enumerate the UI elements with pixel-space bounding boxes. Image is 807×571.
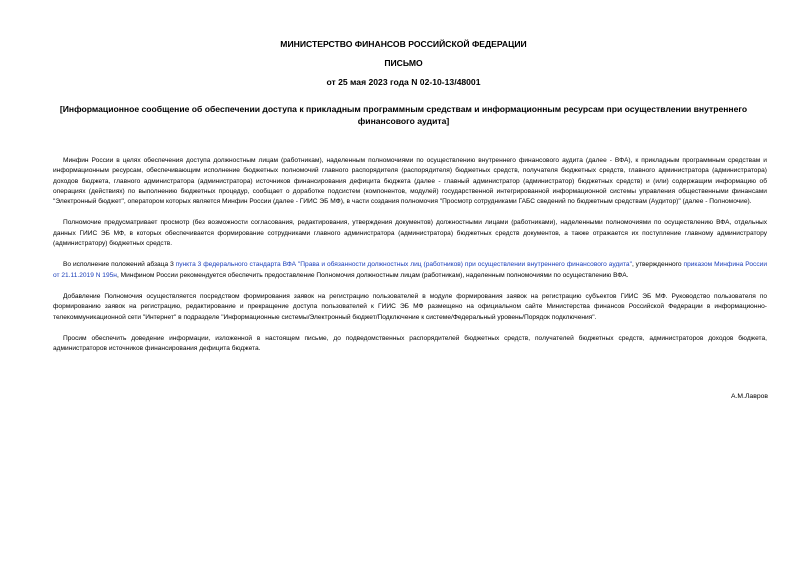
ministry-heading: МИНИСТЕРСТВО ФИНАНСОВ РОССИЙСКОЙ ФЕДЕРАЦИИ (280, 39, 527, 49)
paragraph-3 (53, 260, 767, 281)
document-title: [Информационное сообщение об обеспечении доступа к прикладным программным средствам и информационным ресурсам при осуществлении внутреннего финансового аудита] (59, 104, 748, 126)
paragraph-2: Полномочие предусматривает просмотр (без возможности согласования, редактирования, утверждения документов) должностными лицами (работниками), наделенными полномочиями по осуществлению ВФА, отдельных данных ГИИС ЭБ МФ, в которых обеспечивается формирование сотрудниками главного администратора (администратора) бюджетных средств документов, а также отражается их поступление главному администратору (администратору) бюджетных средств. (53, 219, 767, 248)
federal-standard-link[interactable]: пункта 3 федерального стандарта ВФА "Права и обязанности должностных лиц (работников) при осуществлении внутреннего финансового аудита" (175, 261, 632, 269)
document-date-number: от 25 мая 2023 года N 02-10-13/48001 (326, 77, 481, 87)
paragraph-4: Добавление Полномочия осуществляется посредством формирования заявок на регистрацию пользователей в модуле формирования заявок на регистрацию субъектов ГИИС ЭБ МФ. Руководство пользователя по формированию заявок на регистрацию, редактирование и прекращение доступа пользователей к ГИИС ЭБ МФ размещено на официальном сайте Министерства финансов Российской Федерации в информационно-телекоммуникационной сети "Интернет" в подразделе "Информационные системы/Электронный бюджет/Подключение к системе/Федеральный уровень/Порядок подключения". (53, 292, 767, 321)
document-type: ПИСЬМО (384, 58, 423, 68)
signature: А.М.Лавров (731, 393, 768, 400)
minfin-order-link[interactable]: приказом Минфина России от 21.11.2019 N 195н (53, 261, 767, 279)
paragraph-3-middle: , утвержденного (631, 261, 684, 269)
paragraph-5: Просим обеспечить доведение информации, изложенной в настоящем письме, до подведомственных распорядителей бюджетных средств, получателей бюджетных средств, администраторов доходов бюджета, администраторов источников финансирования дефицита бюджета. (53, 334, 767, 353)
paragraph-1: Минфин России в целях обеспечения доступа должностным лицам (работникам), наделенным полномочиями по осуществлению внутреннего финансового аудита (далее - ВФА), к прикладным программным средствам и информационным ресурсам, обеспечивающим исполнение бюджетных полномочий главного распорядителя (распорядителя) бюджетных средств, получателя бюджетных средств, главного администратора (администратора) доходов бюджета, главного администратора (администратора) источников финансирования дефицита бюджета (далее - главный администратор (администратор) бюджетных средств) и (или) содержащим информацию об операциях (действиях) по выполнению бюджетных процедур, сообщает о доработке подсистем (компонентов, модулей) государственной интегрированной информационной системы управления общественными финансами "Электронный бюджет", оператором которых является Минфин России (далее - ГИИС ЭБ МФ), в части создания полномочия "Просмотр сотрудниками ГАБС сведений по бюджетным средствам (Аудитор)" (далее - Полномочие). (53, 157, 767, 206)
paragraph-3-start: Во исполнение положений абзаца 3 (63, 261, 176, 269)
letter-body (53, 156, 767, 365)
paragraph-3-end: , Минфином России рекомендуется обеспечить предоставление Полномочия должностным лицам (работникам), наделенным полномочиями по осуществлению ВФА. (116, 271, 629, 279)
